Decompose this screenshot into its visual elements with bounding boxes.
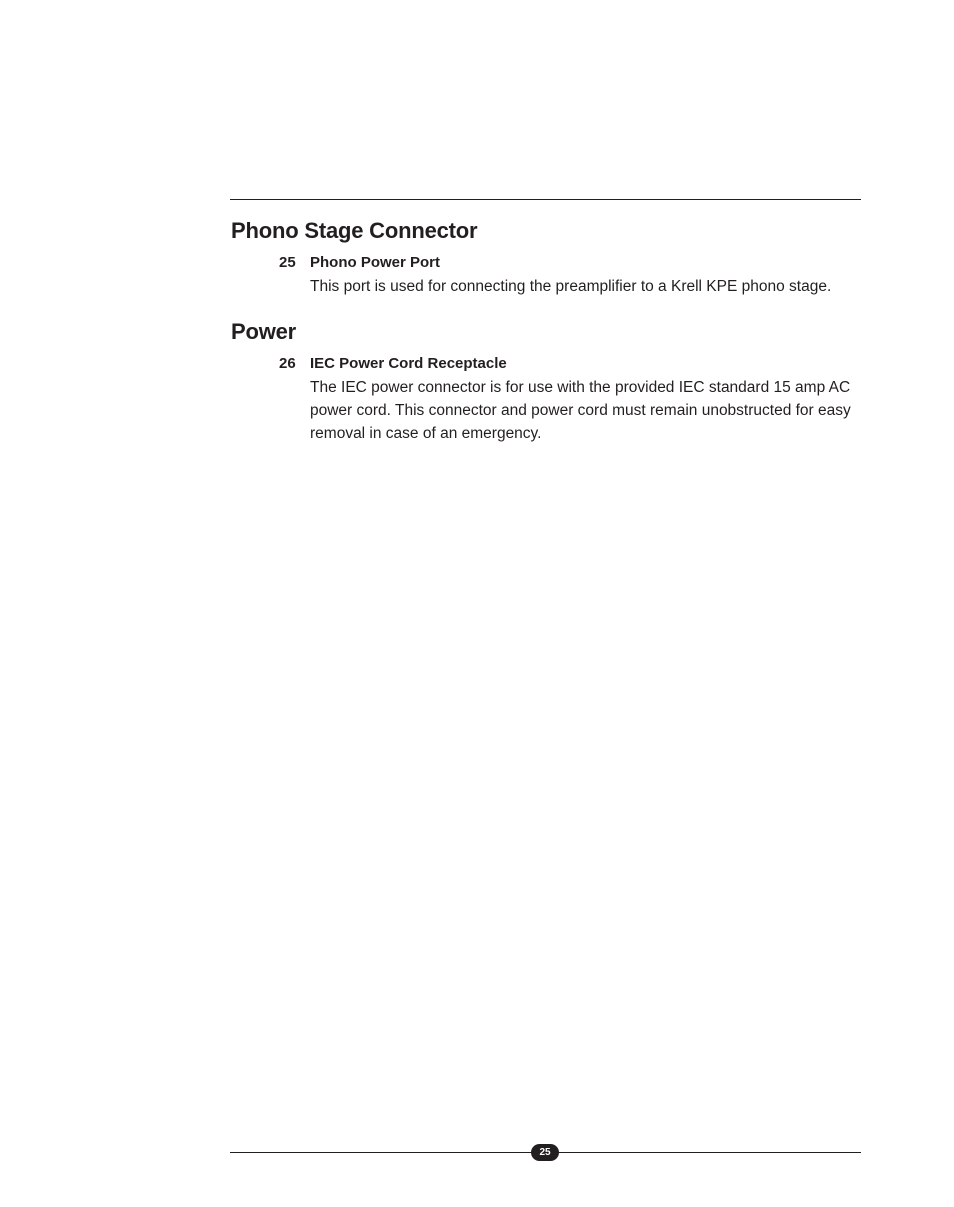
item-number: 26	[279, 355, 296, 372]
item-iec-power-cord-receptacle	[231, 354, 861, 445]
section-phono-stage-connector	[231, 218, 861, 298]
page-number-badge: 25	[531, 1144, 559, 1161]
item-number: 25	[279, 254, 296, 271]
item-description: This port is used for connecting the preamplifier to a Krell KPE phono stage.	[310, 278, 832, 295]
section-power	[231, 319, 861, 445]
item-phono-power-port	[231, 253, 861, 298]
item-description: The IEC power connector is for use with the provided IEC standard 15 amp AC power cord. This connector and power cord must remain unobstructed for easy removal in case of an emergency.	[310, 379, 860, 442]
item-title: Phono Power Port	[310, 254, 441, 271]
section-heading: Power	[231, 319, 297, 344]
item-title: IEC Power Cord Receptacle	[310, 355, 507, 372]
section-heading: Phono Stage Connector	[231, 218, 478, 243]
top-divider	[230, 199, 861, 200]
